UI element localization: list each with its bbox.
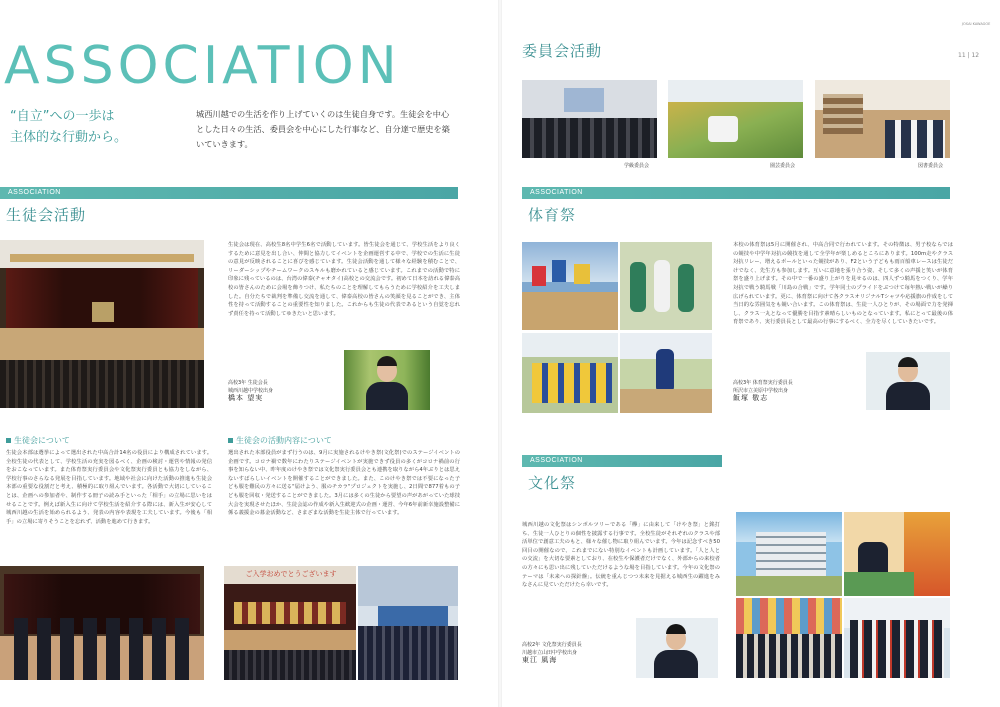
page-numbers: 11 | 12	[958, 52, 980, 59]
seitokai-title: 生徒会活動	[6, 206, 87, 224]
photo-bunkasai-booth	[844, 512, 950, 596]
photo-taiikusai-flags	[522, 242, 618, 330]
seitokai-person-caption	[228, 380, 338, 403]
taiikusai-person-caption	[733, 380, 853, 403]
intro-text: 城西川越での生活を作り上げていくのは生徒自身です。生徒会を中心とした日々の生活、委員会を中心にした行事など、自分達で歴史を築いていきます。	[196, 109, 450, 149]
running-head: JOSAI KAWAGOE	[962, 22, 991, 26]
about-seitokai-heading: 生徒会について	[6, 435, 70, 446]
photo-taiikusai-race	[620, 242, 712, 330]
photo-bunkasai-chair	[636, 618, 718, 678]
bunkasai-title: 文化祭	[528, 474, 577, 492]
photo-taiikusai-chair	[866, 352, 950, 410]
photo-taiikusai-tug	[522, 333, 618, 413]
taiikusai-person-name: 飯塚 敬志	[733, 394, 769, 402]
taiikusai-person-role: 高校3年 体育祭実行委員長	[733, 380, 793, 386]
taiikusai-title: 体育祭	[528, 206, 577, 224]
bunkasai-person-school: 川越市立山田中学校出身	[522, 649, 578, 656]
iinkai-caption-garden: 園芸委員会	[770, 163, 796, 169]
photo-bunkasai-crowd	[736, 598, 842, 678]
welcome-banner: ご入学おめでとうございます	[245, 570, 337, 578]
about-seitokai-body: 生徒会本部は選挙によって選出された中高合計14名の役員により構成されています。全校生徒の代表として、学校生活の充実を図るべく、企画の検討・運営や情報の発信をおこなっています。また体育祭実行委員会や文化祭実行委員とも協力をしながら、学校行事のさらなる発展を目指しています。地域や社会に向けた活動の推進も生徒会本部の重要な役割だと考え、積極的に取り組んでいます。各活動で大切にしていることは、企画への参加者や、制作する冊子の読み手といった「相手」の立場に思いをはせることです。例えば新入生に向けて学校生活を紹介する際には、新入生が安心して城西川越の生活を始められるよう、発表の内容や表現を工夫しています。今後も「相手」の立場に寄りそうことを忘れず、活動を進めて行きます。	[6, 450, 212, 525]
photo-seitokai-stage-event	[358, 566, 458, 680]
iinkai-caption-library: 図書委員会	[918, 163, 944, 169]
photo-iinkai-library	[815, 80, 950, 158]
photo-taiikusai-relay	[620, 333, 712, 413]
photo-gym-stage	[0, 240, 204, 408]
photo-seitokai-group	[0, 566, 204, 680]
iinkai-title: 委員会活動	[522, 42, 603, 60]
seitokai-content-heading: 生徒会の活動内容について	[228, 435, 332, 446]
photo-iinkai-garden	[668, 80, 803, 158]
seitokai-person-name: 橋本 望実	[228, 394, 264, 402]
section-bar-seitokai: ASSOCIATION	[0, 187, 458, 199]
section-bar-bunkasai: ASSOCIATION	[522, 455, 722, 467]
section-bar-taiikusai: ASSOCIATION	[522, 187, 950, 199]
page-spine	[498, 0, 502, 707]
seitokai-person-role: 高校3年 生徒会長	[228, 380, 268, 386]
photo-entrance-ceremony	[224, 566, 356, 680]
taiikusai-body: 本校の体育祭は5月に開催され、中高合同で行われています。その特徴は、男子校ならではの競技や中学年対抗の競技を通して全学年が楽しめるところにあります。100m走やクラス対抗リレー、増えるボールといった競技があり、F2という子どもも雨百船車レースは生徒だけでなく、先生方も参加します。互いに意地を張り合う姿、そして多くの声援と笑いが体育祭を盛り上げます。その中で一番の盛り上がりを見せるのは、四人ずつ騎馬をつくり、学年対抗で戦う騎馬戦「川島の合戦」です。学年同士のプライドをぶつけて毎年熱い戦いが繰り広げられています。更に、体育祭に向けて各クラスオリジナルTシャツや応援旗の作成をして当日的な雰囲気をも競い合います。この体育祭は、生徒一人ひとりが、その場面で力を発揮し、クラス一丸となって優勝を目指す素晴らしいものとなっています。私にとって最後の体育祭であり、実行委員長として最高の行事にするべく、全力を尽くしていきたいです。	[733, 242, 953, 326]
lead-text: “自立”への一歩は 主体的な行動から。	[10, 109, 128, 145]
bunkasai-person-role: 高校2年 文化祭実行委員長	[522, 642, 582, 648]
seitokai-body: 生徒会は現在、高校生8名中学生6名で活動しています。皆生徒会を通じて、学校生活をより良くするために意見を出し合い、仲間と協力してイベントを企画運営する中で、学校での生活に生徒の意見が反映されることに喜びを感じています。生徒会活動を通して様々な経験を積むことで、リーダーシップやチームワークのスキルも磨かれていると感じています。これまでの活動で特に印象に残っているのは、台湾の偉泰(チャオタイ)高校との交流会です。初めて日本を訪れる偉泰高校の皆さんのために会場を飾りつけ、私たちのことを理解してもらうために学校紹介を工夫しました。自分たちで裁判を準備し交流を通して、偉泰高校の皆さんの笑顔を見ることができ、主体性を持って活動することの重要性を知りました。これからも生徒の代表であるという自覚を忘れず責任を持って活動してゆきたいと思います。	[228, 242, 460, 317]
photo-bunkasai-building	[736, 512, 842, 596]
seitokai-person-school: 城西川越中学校出身	[228, 387, 274, 394]
iinkai-caption-class: 学級委員会	[624, 163, 650, 169]
photo-iinkai-class	[522, 80, 657, 158]
bunkasai-person-name: 東江 風海	[522, 656, 558, 664]
page-title: ASSOCIATION	[4, 36, 401, 96]
bunkasai-person-caption	[522, 642, 634, 665]
bunkasai-body: 城西川越の文化祭はシンボルツリーである「欅」に由来して「けやき祭」と銘打ち、生徒一人ひとりの個性を披露する行事です。全校生徒がそれぞれのクラスや部活単位で創意工夫のもと、様々な催し物に取り組んでいます。今年は記念すべき50回目の開催なので、これまでにない特別なイベントも計画しています。「人と人との交流」を大切な要素としており、在校生や保護者だけでなく、外部からの来校者の方々にも思い出に残していただけるような場を目指しています。今年の文化祭のテーマは「未来への探針盤」。伝統を重んじつつ未来を見据える城西生の躍進をみなさんに見ていただけたら幸いです。	[522, 522, 720, 589]
photo-bunkasai-stage	[844, 598, 950, 678]
seitokai-content-body: 選出された本部役員がまず行うのは、9月に実施されるけやき祭(文化祭)でのステージイベントの企画です。コロナ禍で数年にわたりステージイベントが実施できず役員の多くがコロナ禍前の行事を知らない中、昨年度のけやき祭では文化祭実行委員会とも連携を取りながら4年ぶりとは思えないすばらしいイベントを開催することができました。また、このけやき祭では不要になった子ども服を難民の方々に送る"届けよう、服のチカラ"プロジェクトを実施し、2日間で877着もの子ども服を回収・発送することができました。3月には多くの生徒から要望の声があがっていた球技大会を実現させたほか、生徒会誌の作成や新入生歓迎式の企画・運営、今年6年前新幸施設整備に係る義援金の募金活動など、さまざまな活動を生徒主体で行っています。	[228, 450, 460, 517]
photo-seitokai-president	[344, 350, 430, 410]
taiikusai-person-school: 所沢市立美原中学校出身	[733, 387, 789, 394]
